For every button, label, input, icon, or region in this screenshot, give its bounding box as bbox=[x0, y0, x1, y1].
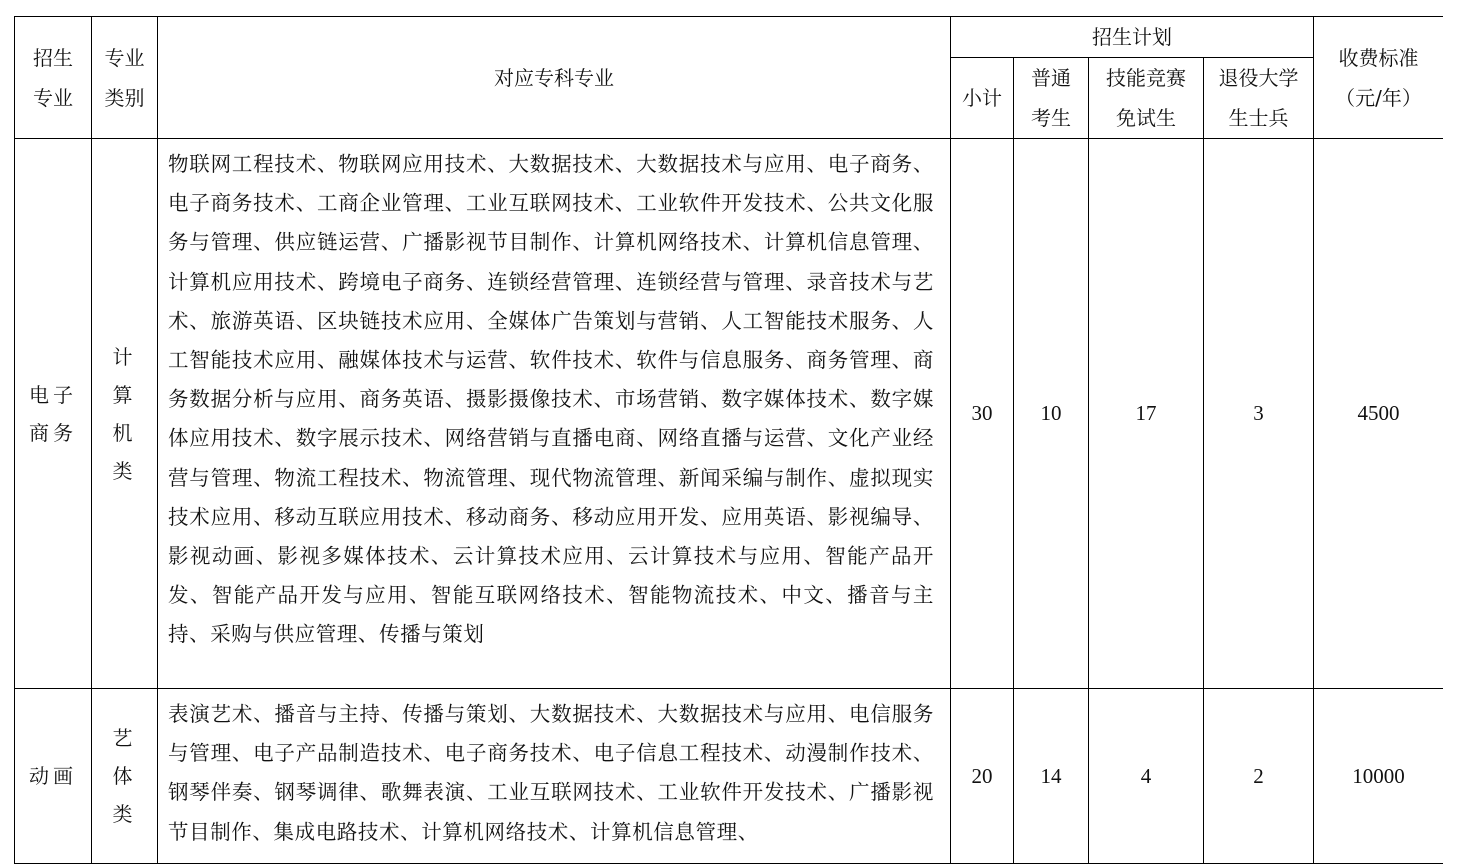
table-row bbox=[15, 139, 1444, 689]
row-category: 艺体类 bbox=[92, 689, 158, 864]
header-subtotal: 小计 bbox=[951, 58, 1014, 139]
row-veteran: 3 bbox=[1204, 139, 1314, 689]
row-veteran: 2 bbox=[1204, 689, 1314, 864]
row-category: 计算机类 bbox=[92, 139, 158, 689]
row-exempt: 4 bbox=[1089, 689, 1204, 864]
row-fee: 10000 bbox=[1314, 689, 1444, 864]
row-major: 动画 bbox=[15, 689, 92, 864]
enrollment-plan-table bbox=[14, 16, 1443, 864]
header-source-majors: 对应专科专业 bbox=[158, 17, 951, 139]
header-exempt: 技能竞赛免试生 bbox=[1089, 58, 1204, 139]
row-regular: 10 bbox=[1014, 139, 1089, 689]
row-regular: 14 bbox=[1014, 689, 1089, 864]
header-plan: 招生计划 bbox=[951, 17, 1314, 58]
row-fee: 4500 bbox=[1314, 139, 1444, 689]
header-category: 专业类别 bbox=[92, 17, 158, 139]
header-major: 招生专业 bbox=[15, 17, 92, 139]
header-fee: 收费标准（元/年） bbox=[1314, 17, 1444, 139]
row-major: 电子商务 bbox=[15, 139, 92, 689]
header-regular: 普通考生 bbox=[1014, 58, 1089, 139]
row-subtotal: 30 bbox=[951, 139, 1014, 689]
row-exempt: 17 bbox=[1089, 139, 1204, 689]
row-source-majors: 表演艺术、播音与主持、传播与策划、大数据技术、大数据技术与应用、电信服务与管理、电子产品制造技术、电子商务技术、电子信息工程技术、动漫制作技术、钢琴伴奏、钢琴调律、歌舞表演、工业互联网技术、工业软件开发技术、广播影视节目制作、集成电路技术、计算机网络技术、计算机信息管理、 bbox=[158, 689, 951, 864]
table-row bbox=[15, 689, 1444, 864]
row-subtotal: 20 bbox=[951, 689, 1014, 864]
enrollment-plan-table-region bbox=[14, 16, 1443, 866]
row-source-majors: 物联网工程技术、物联网应用技术、大数据技术、大数据技术与应用、电子商务、电子商务技术、工商企业管理、工业互联网技术、工业软件开发技术、公共文化服务与管理、供应链运营、广播影视节目制作、计算机网络技术、计算机信息管理、计算机应用技术、跨境电子商务、连锁经营管理、连锁经营与管理、录音技术与艺术、旅游英语、区块链技术应用、全媒体广告策划与营销、人工智能技术服务、人工智能技术应用、融媒体技术与运营、软件技术、软件与信息服务、商务管理、商务数据分析与应用、商务英语、摄影摄像技术、市场营销、数字媒体技术、数字媒体应用技术、数字展示技术、网络营销与直播电商、网络直播与运营、文化产业经营与管理、物流工程技术、物流管理、现代物流管理、新闻采编与制作、虚拟现实技术应用、移动互联应用技术、移动商务、移动应用开发、应用英语、影视编导、影视动画、影视多媒体技术、云计算技术应用、云计算技术与应用、智能产品开发、智能产品开发与应用、智能互联网络技术、智能物流技术、中文、播音与主持、采购与供应管理、传播与策划 bbox=[158, 139, 951, 689]
header-veteran: 退役大学生士兵 bbox=[1204, 58, 1314, 139]
